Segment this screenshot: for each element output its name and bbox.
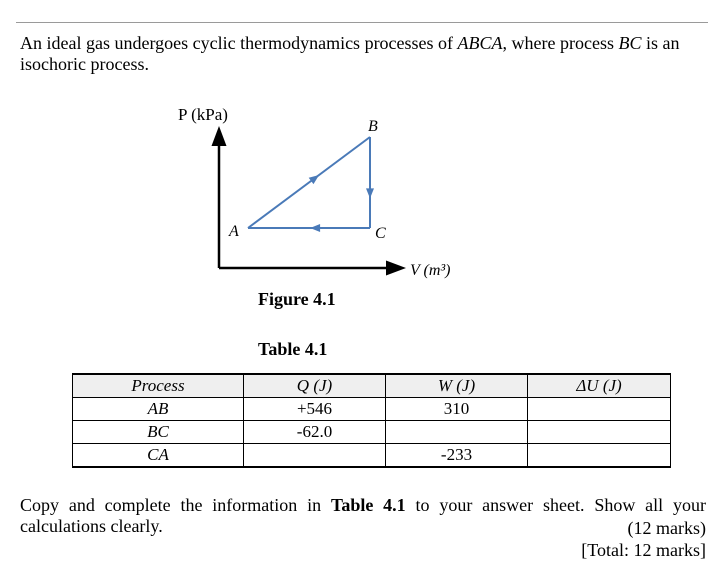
table-header-row — [73, 374, 671, 398]
process-name: BC — [618, 33, 642, 53]
du-cell — [528, 421, 671, 444]
question-text — [20, 33, 708, 75]
instruction-text — [20, 495, 706, 537]
y-axis-label: P (kPa) — [178, 105, 228, 124]
top-divider — [16, 22, 708, 23]
figure-caption: Figure 4.1 — [258, 289, 336, 309]
point-c-label: C — [375, 225, 386, 242]
q-cell: +546 — [244, 398, 386, 421]
pv-diagram — [160, 100, 480, 290]
total-marks-label: [Total: 12 marks] — [581, 540, 706, 560]
process-ab-line — [248, 137, 370, 228]
w-cell — [386, 421, 528, 444]
header-process: Process — [73, 374, 244, 398]
intro-text-1: An ideal gas undergoes cyclic thermodynamics processes of — [20, 33, 458, 53]
table-title: Table 4.1 — [258, 339, 328, 359]
q-cell — [244, 444, 386, 468]
q-cell: -62.0 — [244, 421, 386, 444]
point-a-label: A — [229, 223, 239, 240]
instruction-part-2: to your answer sheet. Show all your calculations clearly. — [20, 495, 706, 536]
table-row — [73, 398, 671, 421]
du-cell — [528, 398, 671, 421]
process-table — [72, 373, 671, 468]
header-w: W (J) — [386, 374, 528, 398]
cycle-name: ABCA — [457, 33, 503, 53]
process-bc-arrow — [366, 188, 374, 198]
process-cell: CA — [73, 444, 244, 468]
process-cell: BC — [73, 421, 244, 444]
x-axis-label: V (m³) — [410, 262, 451, 279]
cycle-path — [248, 137, 374, 232]
table-reference: Table 4.1 — [330, 495, 406, 515]
du-cell — [528, 444, 671, 468]
intro-text-3: is an isochoric process. — [20, 33, 680, 74]
point-b-label: B — [368, 118, 378, 135]
table-row — [73, 421, 671, 444]
w-cell: 310 — [386, 398, 528, 421]
marks-label: (12 marks) — [627, 518, 706, 538]
process-cell: AB — [73, 398, 244, 421]
intro-text-2: , where process — [502, 33, 619, 53]
w-cell: -233 — [386, 444, 528, 468]
instruction-part-1: Copy and complete the information in — [20, 495, 331, 515]
process-ca-arrow — [310, 224, 320, 232]
header-q: Q (J) — [244, 374, 386, 398]
header-du: ΔU (J) — [528, 374, 671, 398]
table-row — [73, 444, 671, 468]
